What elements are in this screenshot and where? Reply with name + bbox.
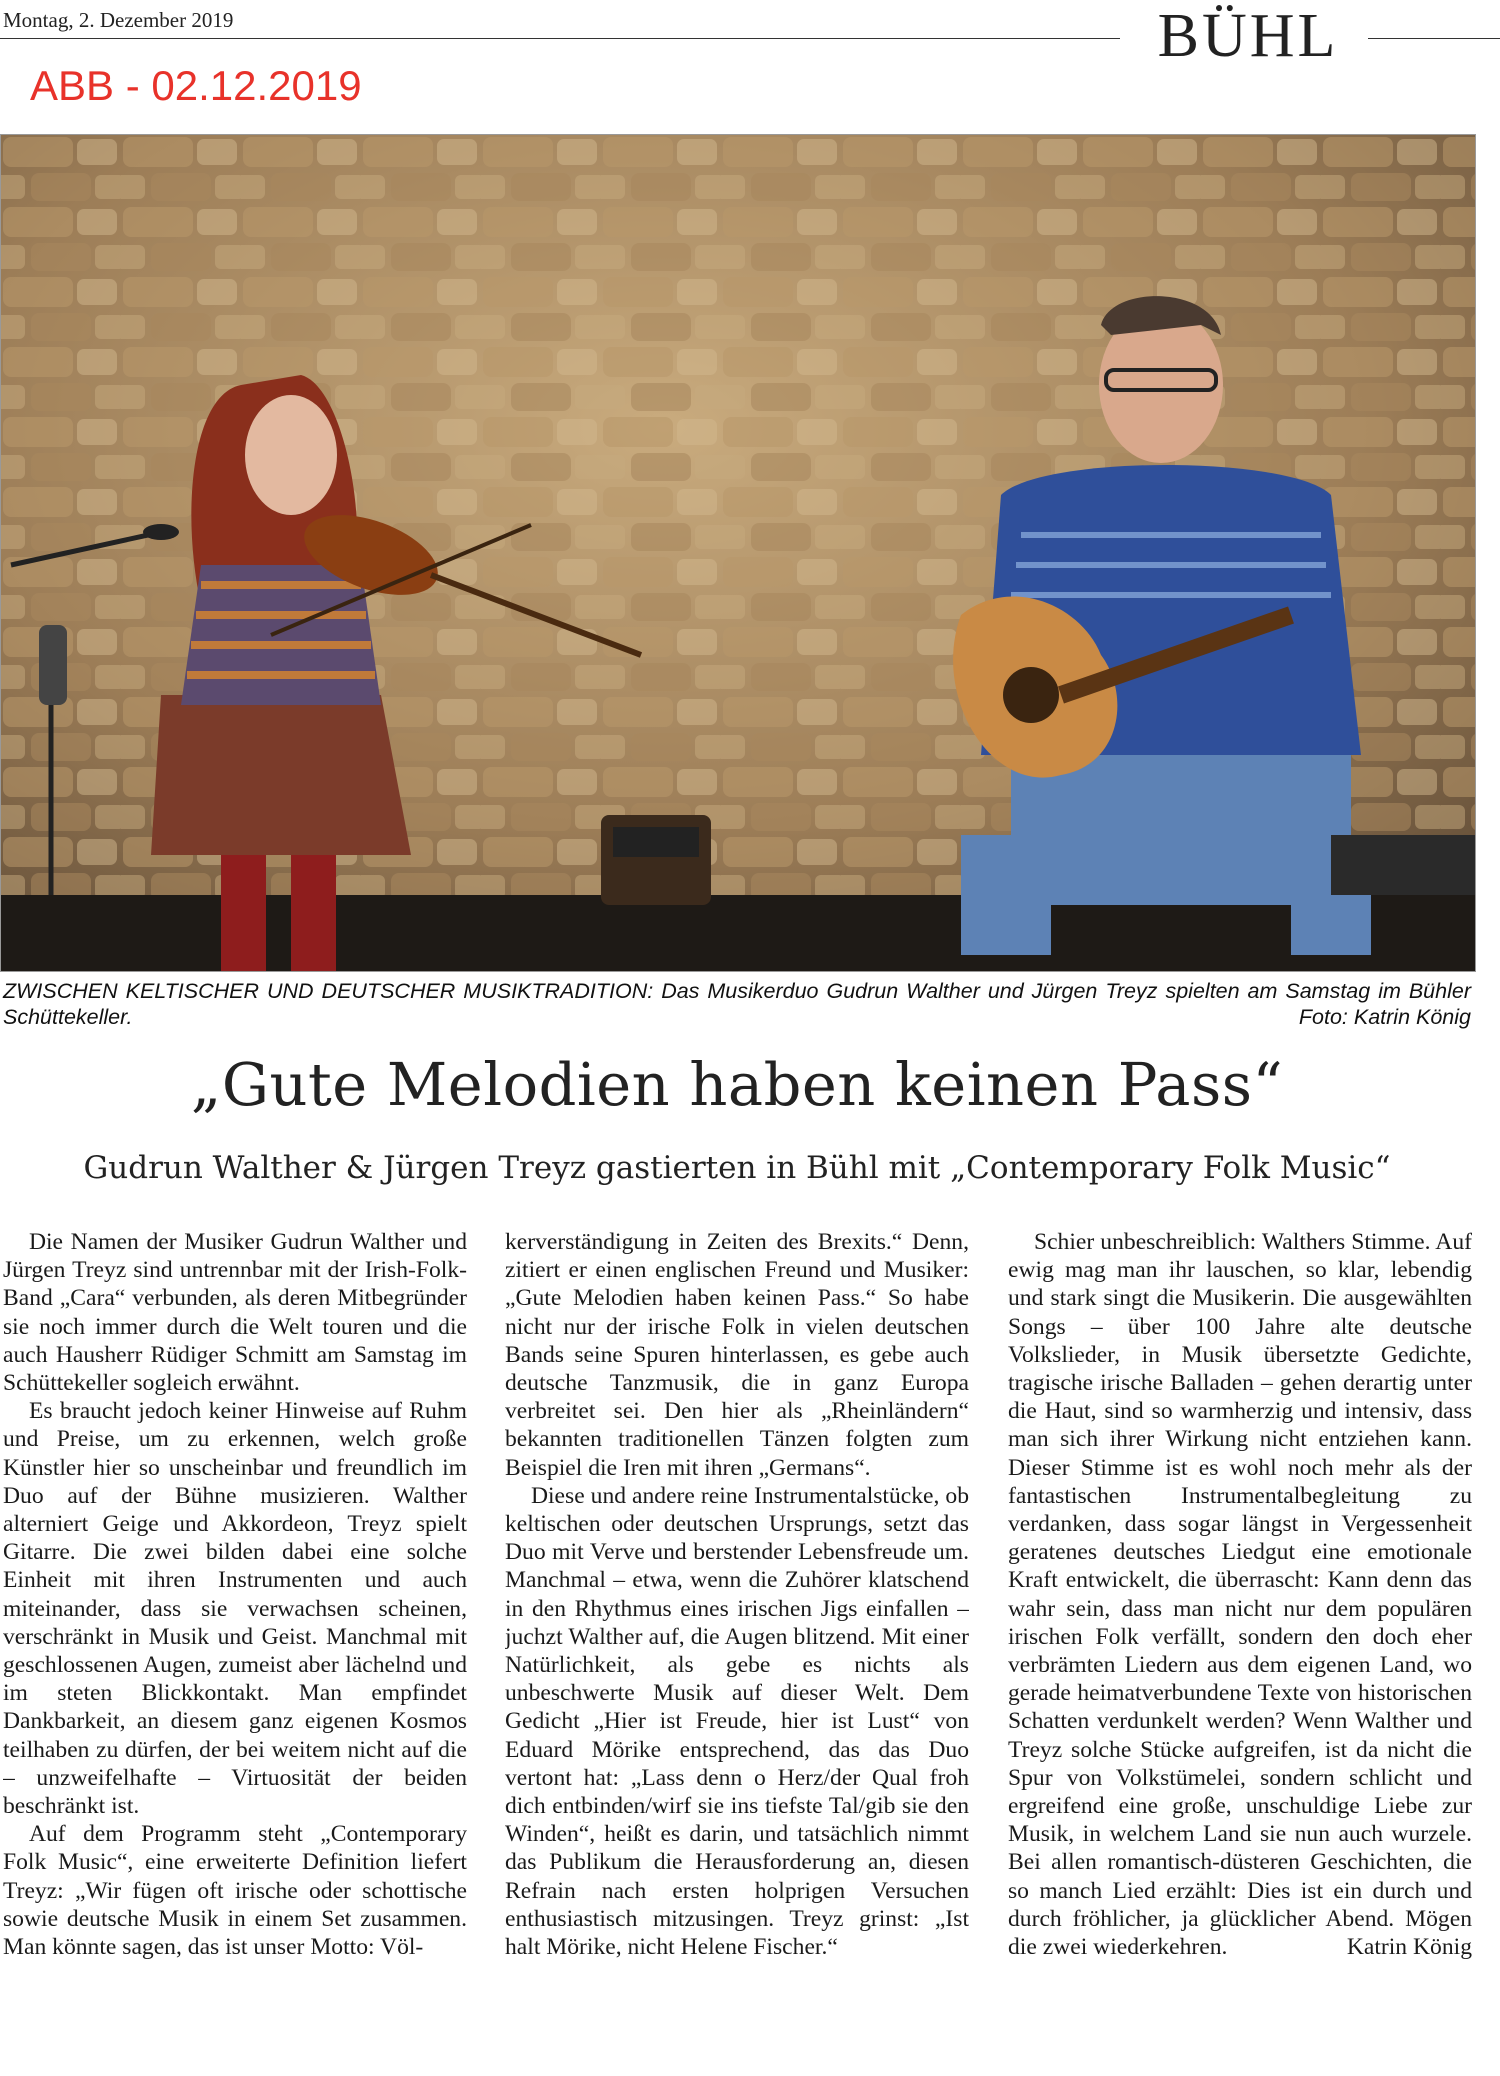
- paragraph: Auf dem Programm steht „Contemporary Folk Music“, eine erweiterte Definition liefert Treyz: „Wir fügen oft irische oder schottische sowie deutsche Musik in einem Set zusammen. Man könnte sagen, das ist unser Motto: Völ-: [3, 1821, 467, 1961]
- article-subheadline: Gudrun Walther & Jürgen Treyz gastierten in Bühl mit „Contemporary Folk Music“: [83, 1150, 1391, 1186]
- issue-date: Montag, 2. Dezember 2019: [3, 8, 234, 32]
- article-column-3: [1008, 1228, 1472, 2068]
- paragraph: Diese und andere reine Instrumentalstücke, ob keltischen oder deutschen Ursprungs, setzt das Duo mit Verve und berstender Lebensfreude um. Manchmal – etwa, wenn die Zuhörer klatschend in den Rhythmus eines irischen Jigs einfallen – juchzt Walther auf, die Augen blitzend. Mit einer Natürlichkeit, als gebe es nichts als unbeschwerte Musik auf dieser Welt. Dem Gedicht „Hier ist Freude, hier ist Lust“ von Eduard Mörike entsprechend, das das Duo vertont hat: „Lass denn o Herz/der Qual froh dich entbinden/wirf sie ins tiefste Tal/gib sie den Winden“, heißt es darin, und tatsächlich nimmt das Publikum die Herausforderung an, diesen Refrain nach ersten holprigen Versuchen enthusiastisch mitzusingen. Treyz grinst: „Ist halt Mörike, nicht Helene Fischer.“: [505, 1482, 969, 1961]
- article-column-1: [3, 1228, 467, 2068]
- section-title: BÜHL: [1157, 2, 1339, 70]
- paragraph: kerverständigung in Zeiten des Brexits.“ Denn, zitiert er einen englischen Freund und Musiker: „Gute Melodien haben keinen Pass.“ So habe nicht nur der irische Folk in vielen deutschen Bands seine Spuren hinterlassen, es gebe auch deutsche Tanzmusik, die in ganz Europa verbreitet sei. Den hier als „Rheinländern“ bekannten traditionellen Tänzen folgten zum Beispiel die Iren mit ihren „Germans“.: [505, 1229, 969, 1481]
- article-headline: „Gute Melodien haben keinen Pass“: [190, 1050, 1284, 1119]
- archive-stamp: ABB - 02.12.2019: [30, 62, 362, 109]
- photo-caption: [3, 978, 1471, 1030]
- article-column-2: [505, 1228, 969, 2068]
- author-byline: Katrin König: [1346, 1934, 1472, 1961]
- paragraph: [1008, 1228, 1472, 1961]
- header-rule-left: [0, 38, 1120, 39]
- paragraph-text: Schier unbeschreiblich: Walthers Stimme. Auf ewig mag man ihr lauschen, so klar, lebendig und stark singt die Musikerin. Die ausgewählten Songs – über 100 Jahre alte deutsche Volkslieder, in Musik übersetzte Gedichte, tragische irische Balladen – gehen derartig unter die Haut, sind so warmherzig und intensiv, dass man sich ihrer Wirkung nicht entziehen kann. Dieser Stimme ist es wohl noch mehr als der fantastischen Instrumentalbegleitung zu verdanken, dass sogar längst in Vergessenheit geratenes deutsches Liedgut eine emotionale Kraft entwickelt, die überrascht: Kann denn das wahr sein, dass man nicht nur dem populären irischen Folk verfällt, sondern den doch eher verbrämten Liedern aus dem eigenen Land, wo gerade heimatverbundene Texte von historischen Schatten verdunkelt werden? Wenn Walther und Treyz solche Stücke aufgreifen, ist da nicht die Spur von Volkstümelei, sondern schlicht und ergreifend eine große, unschuldige Liebe zur Musik, in welchem Land sie nun auch wurzele. Bei allen romantisch-düsteren Geschichten, die so manch Lied erzählt: Dies ist ein durch und durch fröhlicher, ja glücklicher Abend. Mögen die zwei wiederkehren.: [1008, 1229, 1472, 1961]
- caption-text: Das Musikerduo Gudrun Walther und Jürgen Treyz spielten am Samstag im Bühler Schüttekeller.: [3, 979, 1471, 1029]
- concert-photo-illustration: [1, 135, 1475, 971]
- header-rule-right: [1368, 38, 1500, 39]
- paragraph: Die Namen der Musiker Gudrun Walther und Jürgen Treyz sind untrennbar mit der Irish-Folk-Band „Cara“ verbunden, als deren Mitbegründer sie noch immer durch die Welt touren und die auch Hausherr Rüdiger Schmitt am Samstag im Schüttekeller sogleich erwähnt.: [3, 1229, 467, 1397]
- photo-credit: Foto: Katrin König: [1298, 1005, 1471, 1029]
- caption-lead: ZWISCHEN KELTISCHER UND DEUTSCHER MUSIKTRADITION:: [3, 979, 654, 1003]
- paragraph: Es braucht jedoch keiner Hinweise auf Ruhm und Preise, um zu erkennen, welch große Künstler hier so unscheinbar und freundlich im Duo auf der Bühne musizieren. Walther alterniert Geige und Akkordeon, Treyz spielt Gitarre. Die zwei bilden dabei eine solche Einheit mit ihren Instrumenten und auch miteinander, dass sie verwachsen scheinen, verschränkt in Musik und Geist. Manchmal mit geschlossenen Augen, zumeist aber lächelnd und im steten Blickkontakt. Man empfindet Dankbarkeit, an diesem ganz eigenen Kosmos teilhaben zu dürfen, der bei weitem nicht auf die – unzweifelhafte – Virtuosität der beiden beschränkt ist.: [3, 1398, 467, 1820]
- page-header: [0, 0, 1500, 70]
- article-photo: [0, 134, 1476, 972]
